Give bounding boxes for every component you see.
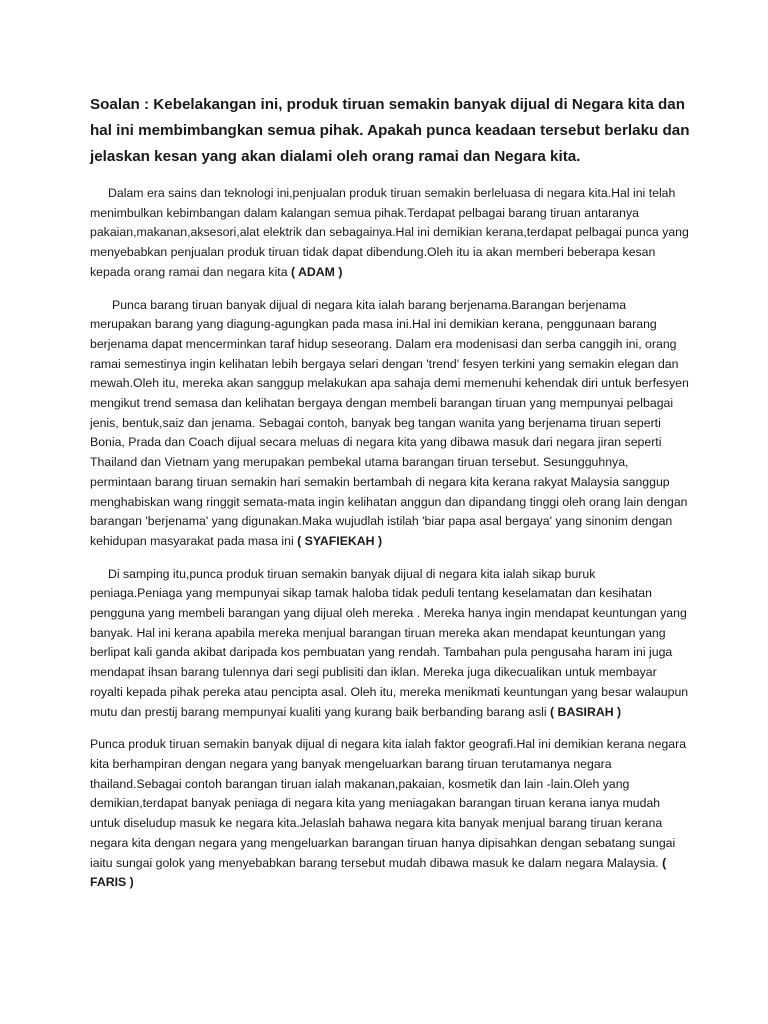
author-label: ( BASIRAH ): [550, 704, 622, 719]
paragraph-seller-attitude: [90, 565, 690, 723]
paragraph-branded-goods: [90, 296, 690, 552]
document-page: [90, 92, 690, 906]
paragraph-text: Di samping itu,punca produk tiruan semakin banyak dijual di negara kita ialah sikap buruk peniaga.Peniaga yang mempunyai sikap tamak haloba tidak peduli tentang keselamatan dan kesihatan pengguna yang membeli barangan yang dijual oleh mereka . Mereka hanya ingin mendapat keuntungan yang banyak. Hal ini kerana apabila mereka menjual barangan tiruan mereka akan mendapat keuntungan yang berlipat kali ganda akibat daripada kos pembuatan yang rendah. Tambahan pula pengusaha haram ini juga mendapat ihsan barang tulennya dari segi publisiti dan iklan. Mereka juga dikecualikan untuk membayar royalti kepada pihak pereka atau pencipta asal. Oleh itu, mereka menikmati keuntungan yang besar walaupun mutu dan prestij barang mempunyai kualiti yang kurang baik berbanding barang asli: [90, 566, 689, 719]
author-label: ( FARIS ): [90, 855, 667, 890]
author-label: ( ADAM ): [290, 264, 343, 279]
paragraph-text: Punca produk tiruan semakin banyak dijual di negara kita ialah faktor geografi.Hal ini demikian kerana negara kita berhampiran dengan negara yang banyak mengeluarkan barang tiruan terutamanya negara thailand.Sebagai contoh barangan tiruan ialah makanan,pakaian, kosmetik dan lain -lain.Oleh yang demikian,terdapat banyak peniaga di negara kita yang meniagakan barangan tiruan kerana ianya mudah untuk diseludup masuk ke negara kita.Jelaslah bahawa negara kita banyak menjual barang tiruan kerana negara kita dengan negara yang mengeluarkan barangan tiruan hanya dipisahkan dengan sebatang sungai iaitu sungai golok yang menyebabkan barang tersebut mudah dibawa masuk ke dalam negara Malaysia.: [90, 737, 687, 870]
paragraph-geography: [90, 735, 690, 893]
question-heading: Soalan : Kebelakangan ini, produk tiruan semakin banyak dijual di Negara kita dan hal ini membimbangkan semua pihak. Apakah punca keadaan tersebut berlaku dan jelaskan kesan yang akan dialami oleh orang ramai dan Negara kita.: [90, 96, 690, 165]
paragraph-text: Punca barang tiruan banyak dijual di negara kita ialah barang berjenama.Barangan berjenama merupakan barang yang diagung-agungkan pada masa ini.Hal ini demikian kerana, penggunaan barang berjenama dapat mencerminkan taraf hidup seseorang. Dalam era modenisasi dan serba canggih ini, orang ramai semestinya ingin kelihatan lebih bergaya selari dengan 'trend' fesyen terkini yang semakin elegan dan mewah.Oleh itu, mereka akan sanggup melakukan apa sahaja demi memenuhi kehendak diri untuk berfesyen mengikut trend semasa dan kelihatan bergaya dengan membeli barangan tiruan yang mempunyai pelbagai jenis, bentuk,saiz dan jenama. Sebagai contoh, banyak beg tangan wanita yang berjenama tiruan seperti Bonia, Prada dan Coach dijual secara meluas di negara kita yang dibawa masuk dari negara jiran seperti Thailand dan Vietnam yang merupakan pembekal utama barangan tiruan tersebut. Sesungguhnya, permintaan barang tiruan semakin hari semakin bertambah di negara kita kerana rakyat Malaysia sanggup menghabiskan wang ringgit semata-mata ingin kelihatan anggun dan dipandang tinggi oleh orang lain dengan barangan 'berjenama' yang digunakan.Maka wujudlah istilah 'biar papa asal bergaya' yang sinonim dengan kehidupan masyarakat pada masa ini: [90, 297, 689, 548]
author-label: ( SYAFIEKAH ): [297, 533, 383, 548]
paragraph-text: Dalam era sains dan teknologi ini,penjualan produk tiruan semakin berleluasa di negara kita.Hal ini telah menimbulkan kebimbangan dalam kalangan semua pihak.Terdapat pelbagai barang tiruan antaranya pakaian,makanan,aksesori,alat elektrik dan sebagainya.Hal ini demikian kerana,terdapat pelbagai punca yang menyebabkan penjualan produk tiruan tidak dapat dibendung.Oleh itu ia akan memberi beberapa kesan kepada orang ramai dan negara kita: [90, 186, 689, 279]
paragraph-introduction: [90, 184, 690, 283]
